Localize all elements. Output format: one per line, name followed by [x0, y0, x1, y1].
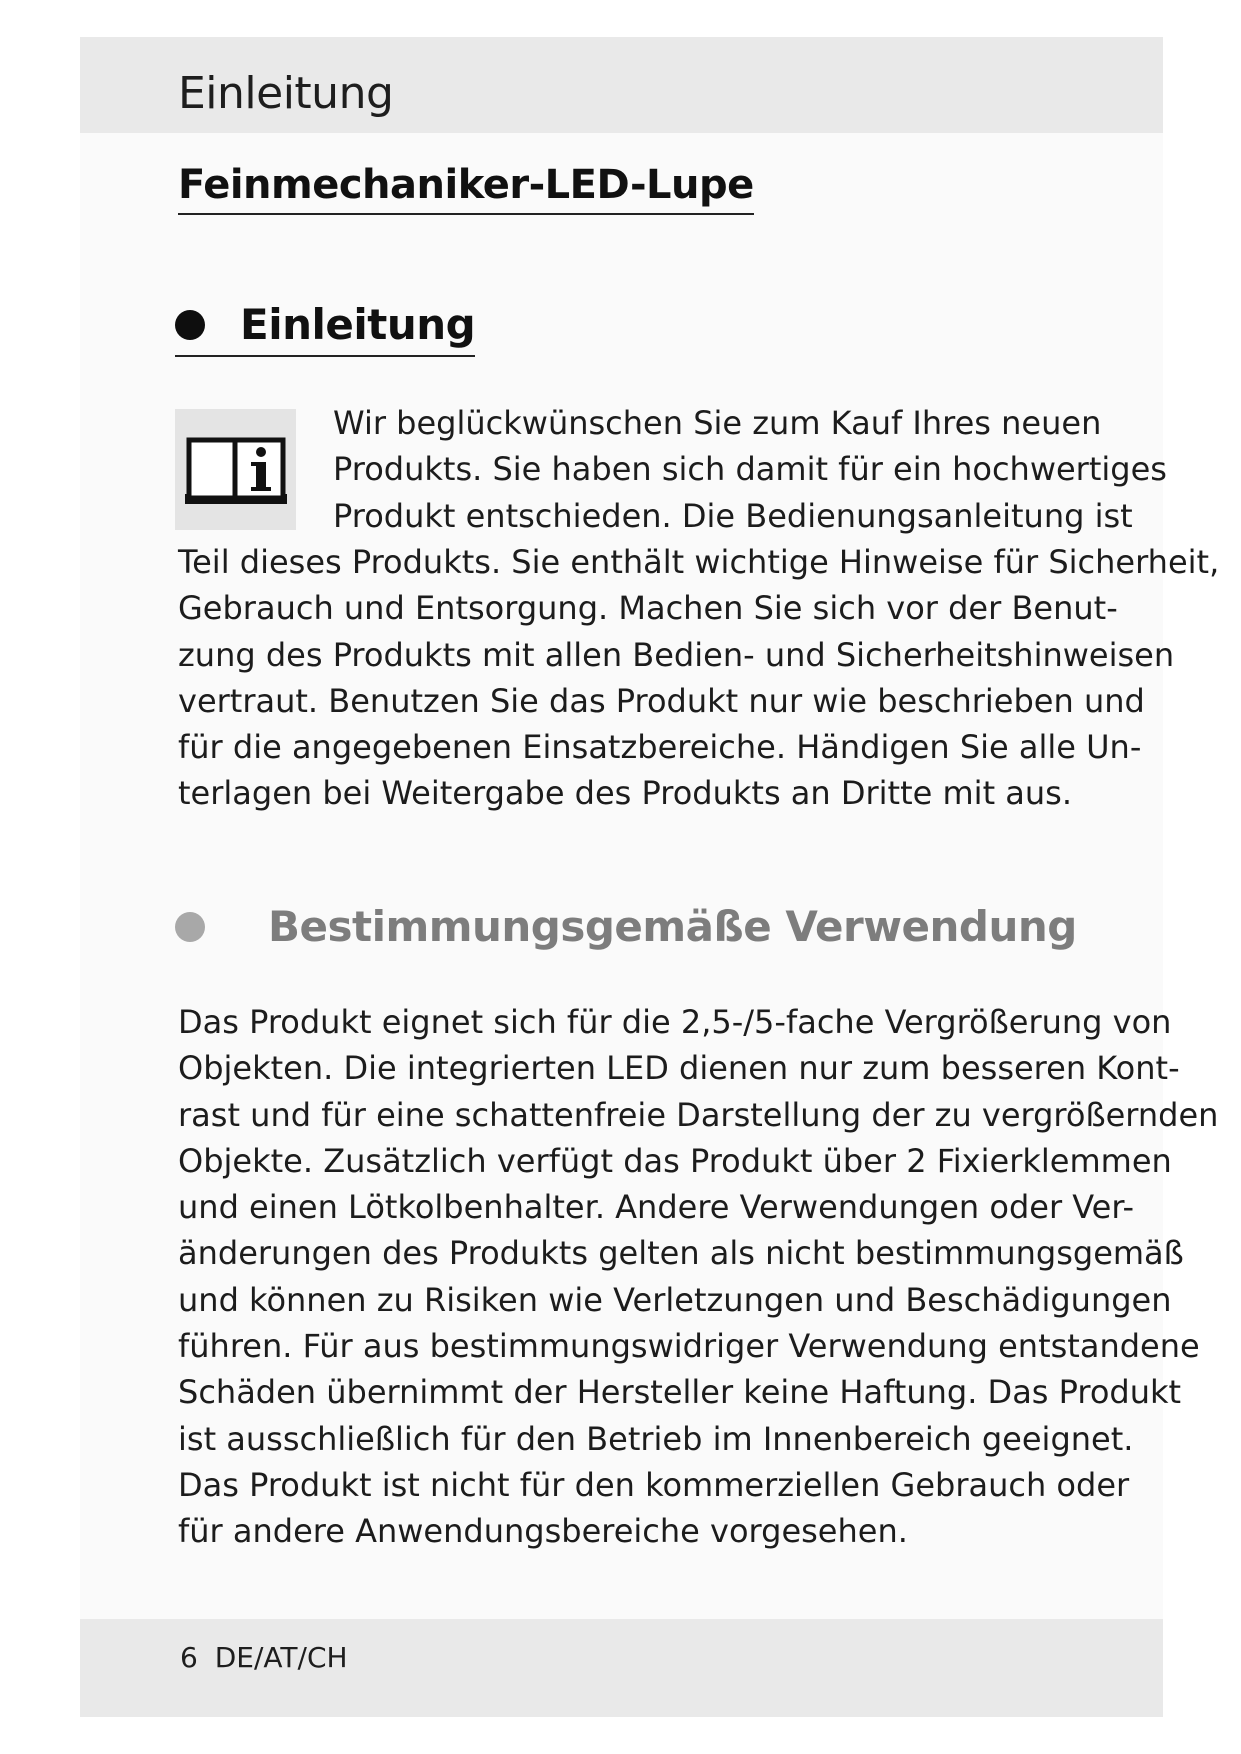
- intro-paragraph-wrapped: [333, 400, 1167, 539]
- text-line: für andere Anwendungsbereiche vorgesehen.: [178, 1512, 908, 1551]
- text-line: Teil dieses Produkts. Sie enthält wichtige Hinweise für Sicherheit,: [178, 543, 1220, 581]
- region-label: DE/AT/CH: [214, 1641, 348, 1674]
- text-line: Gebrauch und Entsorgung. Machen Sie sich vor der Benut-: [178, 589, 1118, 628]
- page-footer: [180, 1641, 348, 1674]
- text-line: Schäden übernimmt der Hersteller keine Haftung. Das Produkt: [178, 1373, 1182, 1412]
- text-line: Produkts. Sie haben sich damit für ein hochwertiges: [333, 450, 1167, 489]
- running-header-title: Einleitung: [178, 68, 394, 119]
- section-heading-bestimmungsgemaesse-verwendung: [175, 902, 1077, 951]
- bullet-icon: [175, 310, 205, 340]
- section-heading-einleitung: [175, 300, 475, 357]
- intro-paragraph: [178, 539, 1219, 817]
- text-line: und können zu Risiken wie Verletzungen und Beschädigungen: [178, 1280, 1172, 1319]
- usage-paragraph: [178, 999, 1218, 1555]
- text-line: rast und für eine schattenfreie Darstellung der zu vergrößernden: [178, 1095, 1219, 1134]
- text-line: zung des Produkts mit allen Bedien- und Sicherheitshinweisen: [178, 635, 1175, 674]
- text-line: Das Produkt eignet sich für die 2,5-/5-fache Vergrößerung von: [178, 1003, 1172, 1041]
- text-line: Produkt entschieden. Die Bedienungsanleitung ist: [333, 496, 1133, 535]
- text-line: Das Produkt ist nicht für den kommerziellen Gebrauch oder: [178, 1465, 1130, 1504]
- section-heading-text: Einleitung: [240, 300, 476, 349]
- info-book-icon: [175, 409, 296, 530]
- text-line: Objekten. Die integrierten LED dienen nur zum besseren Kont-: [178, 1049, 1180, 1088]
- section-heading-text: Bestimmungsgemäße Verwendung: [268, 902, 1077, 951]
- text-line: änderungen des Produkts gelten als nicht bestimmungsgemäß: [178, 1234, 1184, 1273]
- text-line: und einen Lötkolbenhalter. Andere Verwendungen oder Ver-: [178, 1188, 1135, 1227]
- product-title: Feinmechaniker-LED-Lupe: [178, 162, 754, 215]
- page-number: 6: [180, 1641, 198, 1674]
- text-line: Wir beglückwünschen Sie zum Kauf Ihres neuen: [333, 404, 1102, 442]
- text-line: Objekte. Zusätzlich verfügt das Produkt über 2 Fixierklemmen: [178, 1141, 1172, 1180]
- bullet-icon: [175, 912, 205, 942]
- text-line: führen. Für aus bestimmungswidriger Verwendung entstandene: [178, 1327, 1200, 1366]
- text-line: vertraut. Benutzen Sie das Produkt nur wie beschrieben und: [178, 681, 1145, 720]
- text-line: ist ausschließlich für den Betrieb im Innenbereich geeignet.: [178, 1419, 1134, 1458]
- text-line: für die angegebenen Einsatzbereiche. Händigen Sie alle Un-: [178, 728, 1142, 767]
- text-line: terlagen bei Weitergabe des Produkts an Dritte mit aus.: [178, 774, 1073, 813]
